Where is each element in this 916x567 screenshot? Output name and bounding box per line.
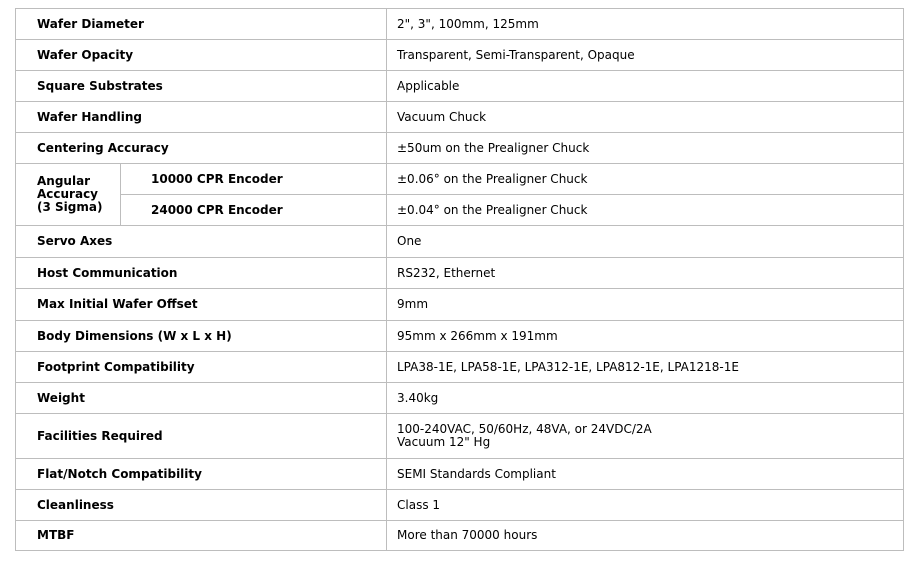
table-row [16,490,904,521]
table-row [16,133,904,164]
angular-accuracy-label [16,164,121,226]
square-substrates-label: Square Substrates [16,71,387,102]
cleanliness-label: Cleanliness [16,490,387,521]
max-initial-offset-value: 9mm [387,289,904,321]
host-communication-label: Host Communication [16,258,387,289]
table-row [16,352,904,383]
wafer-handling-label: Wafer Handling [16,102,387,133]
table-row [16,289,904,321]
wafer-diameter-label: Wafer Diameter [16,9,387,40]
angular-accuracy-label-line: (3 Sigma) [37,200,103,214]
facilities-required-line: 100-240VAC, 50/60Hz, 48VA, or 24VDC/2A [397,422,652,436]
weight-value: 3.40kg [387,383,904,414]
centering-accuracy-value: ±50um on the Prealigner Chuck [387,133,904,164]
weight-label: Weight [16,383,387,414]
angular-accuracy-label-line: Accuracy [37,187,99,201]
wafer-opacity-value: Transparent, Semi-Transparent, Opaque [387,40,904,71]
body-dimensions-value: 95mm x 266mm x 191mm [387,321,904,352]
body-dimensions-label: Body Dimensions (W x L x H) [16,321,387,352]
table-row [16,40,904,71]
facilities-required-value [387,414,904,459]
cleanliness-value: Class 1 [387,490,904,521]
centering-accuracy-label: Centering Accuracy [16,133,387,164]
wafer-handling-value: Vacuum Chuck [387,102,904,133]
encoder-24000-value: ±0.04° on the Prealigner Chuck [387,195,904,226]
flat-notch-compatibility-label: Flat/Notch Compatibility [16,459,387,490]
square-substrates-value: Applicable [387,71,904,102]
angular-accuracy-label-line: Angular [37,174,91,188]
mtbf-value: More than 70000 hours [387,521,904,551]
facilities-required-label: Facilities Required [16,414,387,459]
wafer-diameter-value: 2", 3", 100mm, 125mm [387,9,904,40]
mtbf-label: MTBF [16,521,387,551]
table-row [16,459,904,490]
table-row [16,414,904,459]
table-row [16,164,904,195]
encoder-10000-value: ±0.06° on the Prealigner Chuck [387,164,904,195]
table-row [16,102,904,133]
encoder-10000-label: 10000 CPR Encoder [121,164,387,195]
table-row [16,71,904,102]
flat-notch-compatibility-value: SEMI Standards Compliant [387,459,904,490]
wafer-opacity-label: Wafer Opacity [16,40,387,71]
footprint-compatibility-label: Footprint Compatibility [16,352,387,383]
table-row [16,521,904,551]
host-communication-value: RS232, Ethernet [387,258,904,289]
table-row [16,195,904,226]
table-row [16,9,904,40]
servo-axes-value: One [387,226,904,258]
max-initial-offset-label: Max Initial Wafer Offset [16,289,387,321]
table-row [16,321,904,352]
table-row [16,226,904,258]
table-row [16,258,904,289]
table-row [16,383,904,414]
specifications-table [15,8,904,551]
servo-axes-label: Servo Axes [16,226,387,258]
footprint-compatibility-value: LPA38-1E, LPA58-1E, LPA312-1E, LPA812-1E, LPA1218-1E [387,352,904,383]
encoder-24000-label: 24000 CPR Encoder [121,195,387,226]
facilities-required-line: Vacuum 12" Hg [397,435,491,449]
